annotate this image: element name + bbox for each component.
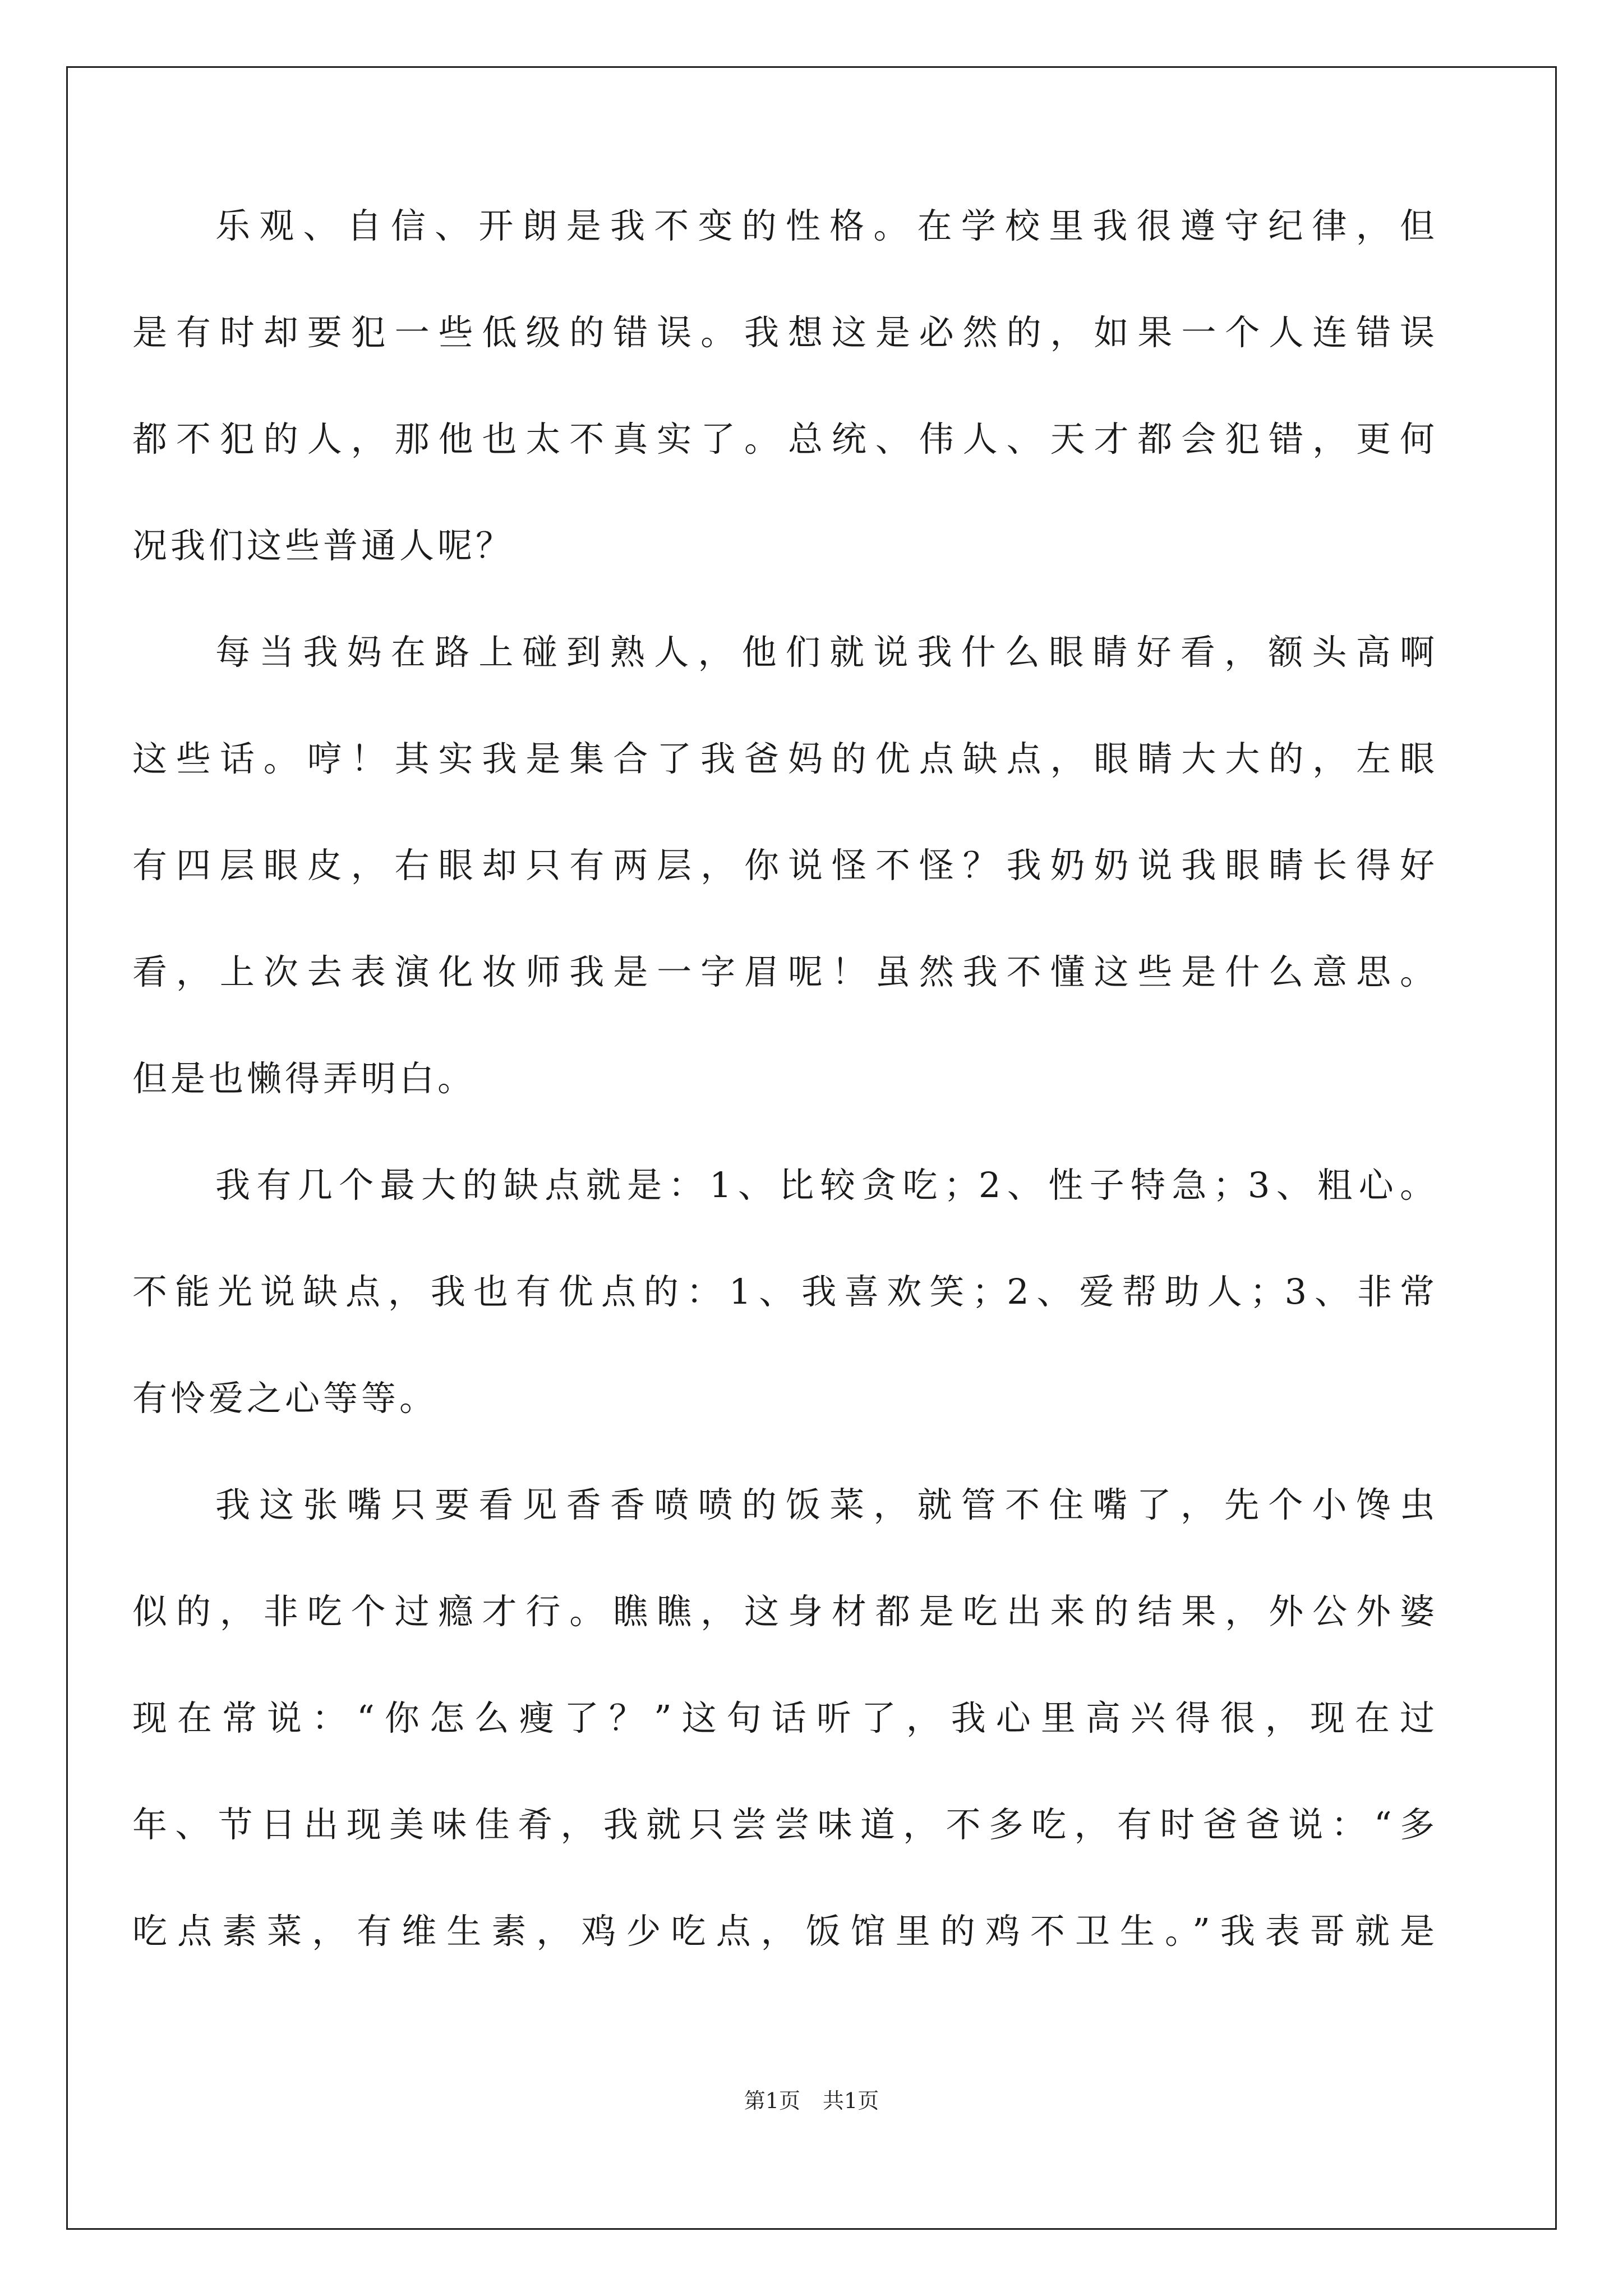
text-line: 似的，非吃个过瘾才行。瞧瞧，这身材都是吃出来的结果，外公外婆 bbox=[132, 1591, 1435, 1632]
text-line: 年、节日出现美味佳肴，我就只尝尝味道，不多吃，有时爸爸说：“多 bbox=[132, 1804, 1435, 1845]
text-line: 吃点素菜，有维生素，鸡少吃点，饭馆里的鸡不卫生。”我表哥就是 bbox=[132, 1911, 1435, 1952]
text-line: 但是也懒得弄明白。 bbox=[132, 1058, 476, 1099]
text-line: 有四层眼皮，右眼却只有两层，你说怪不怪？我奶奶说我眼睛长得好 bbox=[132, 845, 1435, 886]
text-line: 况我们这些普通人呢？ bbox=[132, 525, 514, 566]
page-footer bbox=[0, 2087, 1623, 2115]
text-line: 看，上次去表演化妆师我是一字眉呢！虽然我不懂这些是什么意思。 bbox=[132, 951, 1435, 992]
text-line: 我有几个最大的缺点就是：1、比较贪吃；2、性子特急；3、粗心。 bbox=[215, 1165, 1435, 1205]
text-line: 有怜爱之心等等。 bbox=[132, 1378, 438, 1419]
page-number-current: 第1页 bbox=[744, 2088, 800, 2113]
text-line: 不能光说缺点，我也有优点的：1、我喜欢笑；2、爱帮助人；3、非常 bbox=[132, 1271, 1435, 1312]
text-line: 每当我妈在路上碰到熟人，他们就说我什么眼睛好看，额头高啊 bbox=[215, 632, 1435, 673]
text-line: 都不犯的人，那他也太不真实了。总统、伟人、天才都会犯错，更何 bbox=[132, 418, 1435, 459]
text-line: 乐观、自信、开朗是我不变的性格。在学校里我很遵守纪律，但 bbox=[215, 205, 1435, 246]
text-line: 现在常说：“你怎么瘦了？”这句话听了，我心里高兴得很，现在过 bbox=[132, 1697, 1435, 1738]
document-body bbox=[132, 199, 1435, 2011]
text-line: 这些话。哼！其实我是集合了我爸妈的优点缺点，眼睛大大的，左眼 bbox=[132, 738, 1435, 779]
text-line: 我这张嘴只要看见香香喷喷的饭菜，就管不住嘴了，先个小馋虫 bbox=[215, 1484, 1435, 1525]
text-line: 是有时却要犯一些低级的错误。我想这是必然的，如果一个人连错误 bbox=[132, 312, 1435, 353]
page-number-total: 共1页 bbox=[823, 2088, 879, 2113]
